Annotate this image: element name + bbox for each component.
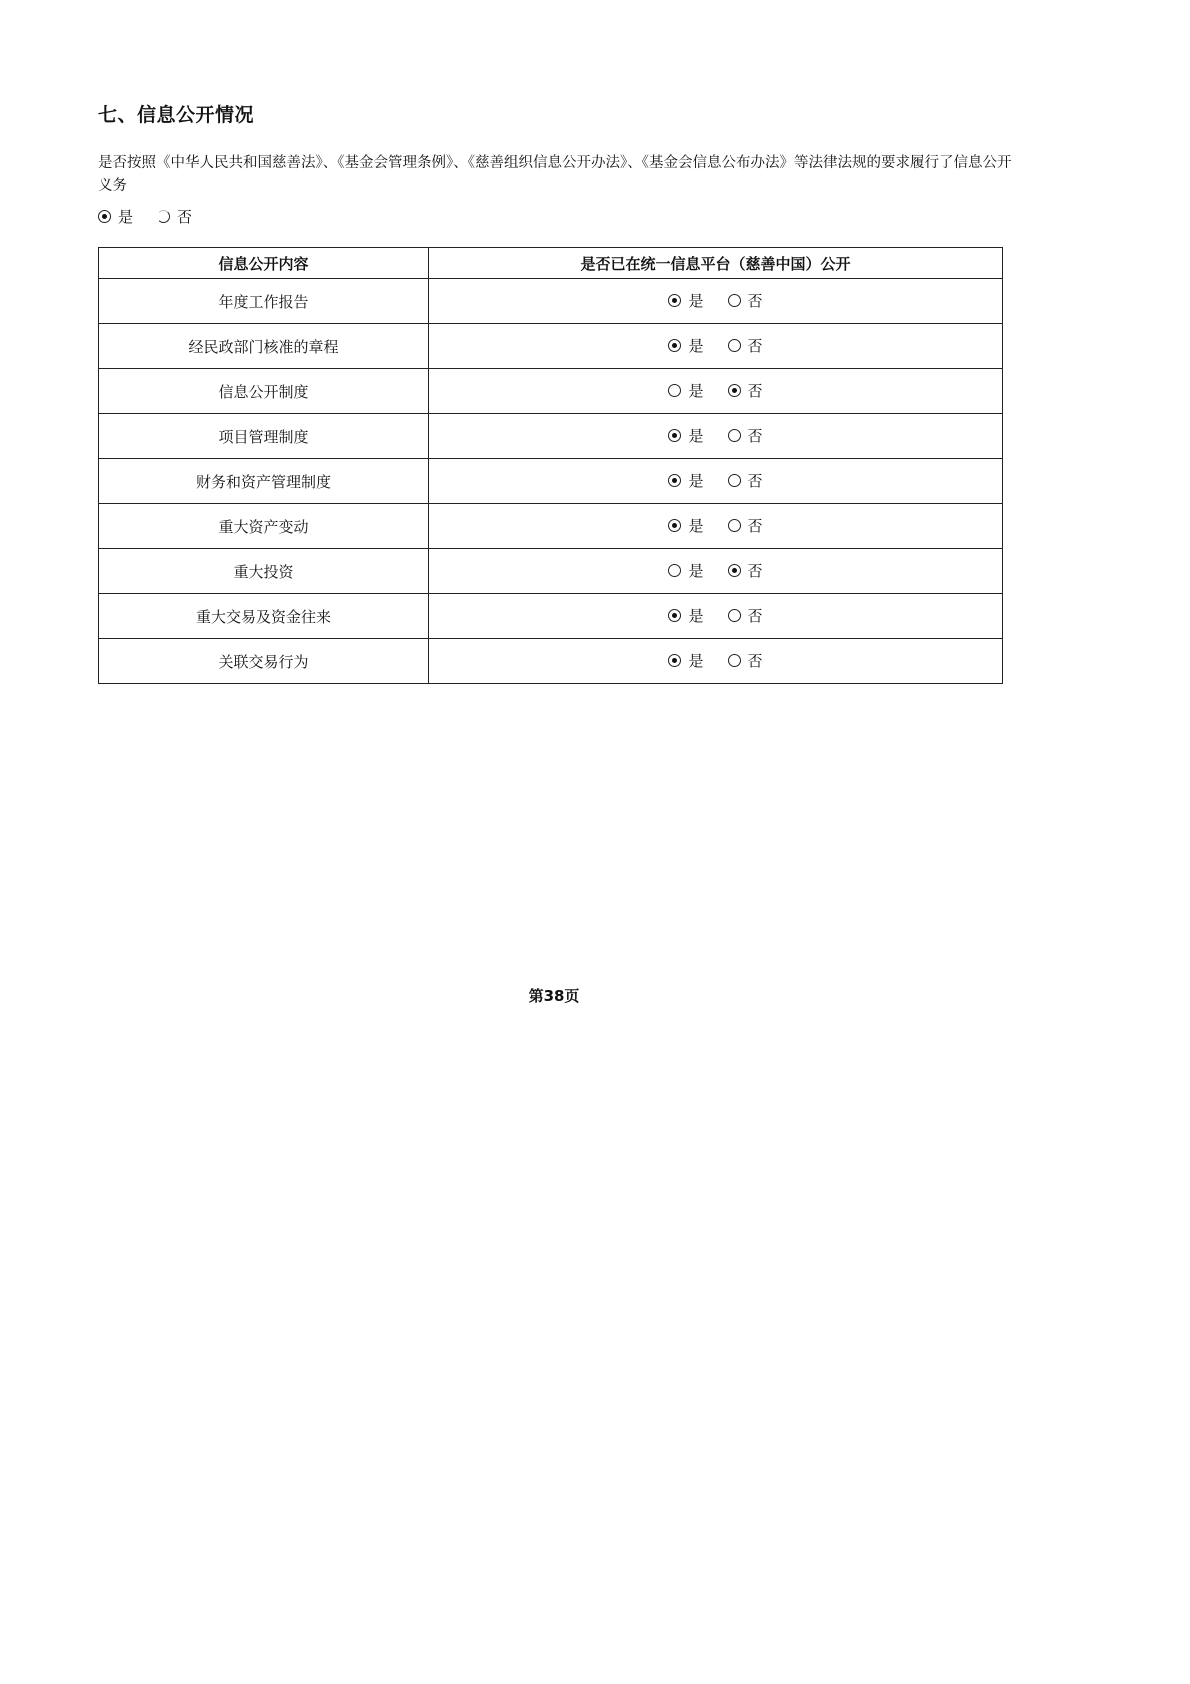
yes-radio-icon[interactable] xyxy=(668,474,681,487)
answer-radio-group xyxy=(668,336,762,356)
row-content-label: 经民政部门核准的章程 xyxy=(99,324,429,369)
main-no-radio-icon[interactable] xyxy=(157,210,170,223)
yes-radio-icon[interactable] xyxy=(668,429,681,442)
yes-label: 是 xyxy=(688,562,704,581)
row-content-label: 信息公开制度 xyxy=(99,369,429,414)
table-row xyxy=(99,279,1003,324)
main-no-label: 否 xyxy=(177,207,193,226)
no-label: 否 xyxy=(747,517,763,536)
table-row xyxy=(99,594,1003,639)
yes-radio-icon[interactable] xyxy=(668,339,681,352)
answer-radio-group xyxy=(668,291,762,311)
row-answer-cell xyxy=(429,369,1003,414)
no-label: 否 xyxy=(747,382,763,401)
no-label: 否 xyxy=(747,607,763,626)
yes-radio-icon[interactable] xyxy=(668,519,681,532)
no-label: 否 xyxy=(747,337,763,356)
table-header-row xyxy=(99,248,1003,279)
answer-radio-group xyxy=(668,516,762,536)
disclosure-question: 是否按照《中华人民共和国慈善法》、《基金会管理条例》、《慈善组织信息公开办法》、《基金会信息公布办法》等法律法规的要求履行了信息公开义务 xyxy=(98,155,1012,194)
header-content: 信息公开内容 xyxy=(99,248,429,279)
row-answer-cell xyxy=(429,279,1003,324)
row-answer-cell xyxy=(429,414,1003,459)
no-radio-icon[interactable] xyxy=(728,474,741,487)
answer-radio-group xyxy=(668,651,762,671)
no-label: 否 xyxy=(747,292,763,311)
row-answer-cell xyxy=(429,324,1003,369)
row-answer-cell xyxy=(429,594,1003,639)
table-row xyxy=(99,639,1003,684)
disclosure-table xyxy=(98,247,1003,684)
yes-radio-icon[interactable] xyxy=(668,609,681,622)
no-radio-icon[interactable] xyxy=(728,654,741,667)
row-answer-cell xyxy=(429,504,1003,549)
no-radio-icon[interactable] xyxy=(728,339,741,352)
table-row xyxy=(99,504,1003,549)
answer-radio-group xyxy=(668,471,762,491)
table-row xyxy=(99,324,1003,369)
no-label: 否 xyxy=(747,427,763,446)
header-disclosed: 是否已在统一信息平台（慈善中国）公开 xyxy=(429,248,1003,279)
yes-radio-icon[interactable] xyxy=(668,564,681,577)
answer-radio-group xyxy=(668,606,762,626)
no-radio-icon[interactable] xyxy=(728,609,741,622)
yes-radio-icon[interactable] xyxy=(668,294,681,307)
yes-label: 是 xyxy=(688,607,704,626)
row-content-label: 重大资产变动 xyxy=(99,504,429,549)
yes-label: 是 xyxy=(688,337,704,356)
no-radio-icon[interactable] xyxy=(728,519,741,532)
table-row xyxy=(99,549,1003,594)
no-radio-icon[interactable] xyxy=(728,564,741,577)
no-radio-icon[interactable] xyxy=(728,384,741,397)
page-number: 第38页 xyxy=(528,987,580,1005)
table-row xyxy=(99,369,1003,414)
yes-label: 是 xyxy=(688,382,704,401)
row-answer-cell xyxy=(429,639,1003,684)
answer-radio-group xyxy=(668,561,762,581)
no-radio-icon[interactable] xyxy=(728,294,741,307)
answer-radio-group xyxy=(668,426,762,446)
row-content-label: 关联交易行为 xyxy=(99,639,429,684)
no-radio-icon[interactable] xyxy=(728,429,741,442)
table-row xyxy=(99,459,1003,504)
table-row xyxy=(99,414,1003,459)
row-content-label: 项目管理制度 xyxy=(99,414,429,459)
row-answer-cell xyxy=(429,549,1003,594)
main-yes-radio-icon[interactable] xyxy=(98,210,111,223)
yes-radio-icon[interactable] xyxy=(668,654,681,667)
no-label: 否 xyxy=(747,562,763,581)
yes-label: 是 xyxy=(688,292,704,311)
no-label: 否 xyxy=(747,472,763,491)
yes-label: 是 xyxy=(688,517,704,536)
yes-radio-icon[interactable] xyxy=(668,384,681,397)
row-content-label: 年度工作报告 xyxy=(99,279,429,324)
main-answer-group xyxy=(98,206,192,226)
row-answer-cell xyxy=(429,459,1003,504)
row-content-label: 财务和资产管理制度 xyxy=(99,459,429,504)
answer-radio-group xyxy=(668,381,762,401)
yes-label: 是 xyxy=(688,472,704,491)
main-yes-label: 是 xyxy=(118,207,134,226)
section-title: 七、信息公开情况 xyxy=(98,104,255,126)
yes-label: 是 xyxy=(688,652,704,671)
row-content-label: 重大投资 xyxy=(99,549,429,594)
row-content-label: 重大交易及资金往来 xyxy=(99,594,429,639)
no-label: 否 xyxy=(747,652,763,671)
yes-label: 是 xyxy=(688,427,704,446)
